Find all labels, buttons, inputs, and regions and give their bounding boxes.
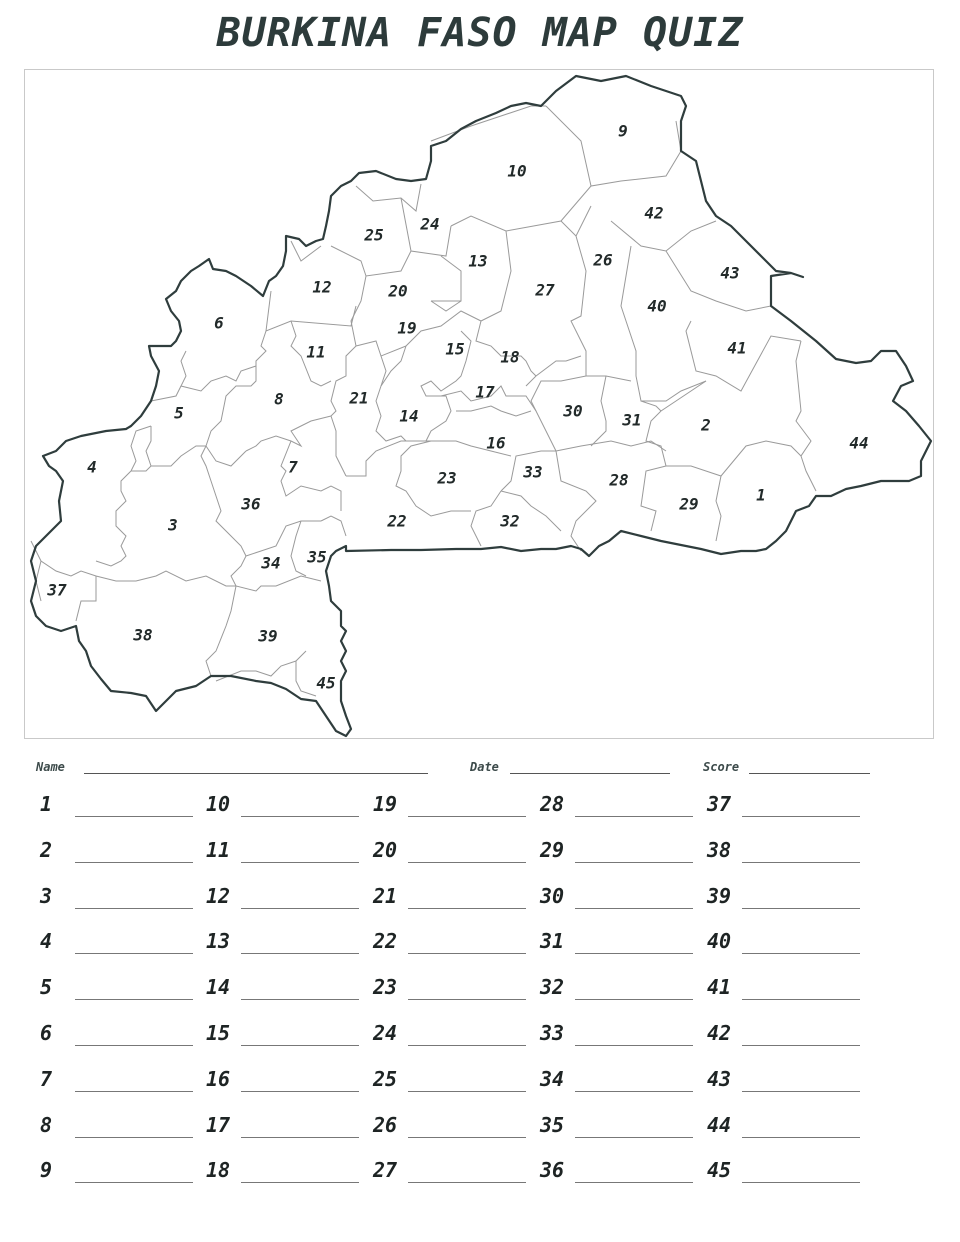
answer-field[interactable]: [75, 862, 193, 863]
country-outline: [31, 76, 931, 736]
answer-field[interactable]: [241, 1091, 359, 1092]
region-label: 34: [261, 553, 281, 573]
answer-number: 6: [40, 1021, 53, 1045]
answer-number: 5: [40, 975, 53, 1000]
answer-field[interactable]: [742, 1045, 860, 1046]
answer-number: 27: [373, 1158, 398, 1183]
answer-field[interactable]: [408, 1137, 526, 1138]
answer-field[interactable]: [742, 1137, 860, 1138]
answer-field[interactable]: [408, 862, 526, 863]
region-label: 44: [849, 433, 869, 453]
region-label: 7: [288, 457, 298, 477]
region-label: 45: [316, 673, 336, 693]
answer-field[interactable]: [75, 1137, 193, 1138]
answer-number: 42: [707, 1021, 732, 1045]
answer-number: 11: [206, 837, 231, 862]
region-label: 3: [168, 515, 178, 535]
answer-field[interactable]: [742, 862, 860, 863]
region-label: 27: [535, 280, 555, 300]
answer-field[interactable]: [575, 862, 693, 863]
answer-number: 35: [540, 1112, 565, 1137]
answer-sheet: [0, 786, 960, 1206]
score-field[interactable]: [749, 773, 870, 774]
answer-number: 19: [373, 792, 398, 816]
name-field[interactable]: [84, 773, 428, 774]
answer-field[interactable]: [408, 1182, 526, 1183]
answer-field[interactable]: [575, 1045, 693, 1046]
region-label: 4: [87, 457, 97, 477]
answer-field[interactable]: [241, 1045, 359, 1046]
region-label: 13: [468, 251, 488, 271]
answer-number: 38: [707, 837, 732, 862]
answer-number: 37: [707, 792, 732, 816]
region-label: 8: [274, 389, 284, 409]
answer-number: 8: [40, 1112, 53, 1137]
answer-number: 43: [707, 1066, 732, 1091]
answer-field[interactable]: [241, 1137, 359, 1138]
burkina-faso-map: [25, 70, 933, 738]
answer-field[interactable]: [408, 999, 526, 1000]
date-field[interactable]: [510, 773, 670, 774]
region-label: 9: [618, 121, 628, 141]
answer-field[interactable]: [75, 816, 193, 817]
answer-number: 28: [540, 792, 565, 816]
region-label: 1: [756, 485, 766, 505]
region-label: 6: [214, 313, 224, 333]
answer-field[interactable]: [75, 999, 193, 1000]
answer-number: 13: [206, 929, 231, 954]
region-label: 23: [437, 468, 457, 488]
answer-number: 12: [206, 883, 231, 908]
region-label: 36: [241, 494, 261, 514]
page-title: BURKINA FASO MAP QUIZ: [216, 10, 744, 56]
answer-field[interactable]: [742, 908, 860, 909]
region-label: 42: [644, 203, 664, 223]
answer-number: 9: [40, 1158, 53, 1183]
answer-number: 7: [40, 1066, 53, 1091]
answer-number: 17: [206, 1112, 231, 1137]
region-label: 18: [500, 347, 520, 367]
student-info: [0, 758, 960, 778]
region-label: 40: [647, 296, 667, 316]
answer-field[interactable]: [408, 816, 526, 817]
answer-number: 44: [707, 1112, 732, 1137]
answer-field[interactable]: [575, 816, 693, 817]
region-label: 17: [475, 382, 495, 402]
answer-number: 23: [373, 975, 398, 1000]
region-label: 20: [388, 281, 408, 301]
answer-field[interactable]: [75, 1045, 193, 1046]
answer-number: 15: [206, 1021, 231, 1045]
region-label: 12: [312, 277, 332, 297]
name-label: Name: [36, 760, 65, 774]
region-label: 19: [397, 318, 417, 338]
map-frame: [24, 69, 934, 739]
answer-field[interactable]: [241, 1182, 359, 1183]
answer-number: 34: [540, 1066, 565, 1091]
answer-number: 14: [206, 975, 231, 1000]
region-label: 37: [47, 580, 67, 600]
region-label: 29: [679, 494, 699, 514]
answer-field[interactable]: [742, 1182, 860, 1183]
region-label: 38: [133, 625, 153, 645]
region-label: 25: [364, 225, 384, 245]
region-label: 2: [701, 415, 711, 435]
region-label: 5: [174, 403, 184, 423]
answer-number: 39: [707, 883, 732, 908]
answer-field[interactable]: [408, 908, 526, 909]
answer-field[interactable]: [241, 862, 359, 863]
answer-field[interactable]: [408, 953, 526, 954]
answer-field[interactable]: [742, 999, 860, 1000]
answer-field[interactable]: [742, 816, 860, 817]
region-label: 28: [609, 470, 629, 490]
date-label: Date: [470, 760, 499, 774]
answer-number: 32: [540, 975, 565, 1000]
region-label: 16: [486, 433, 506, 453]
answer-number: 25: [373, 1066, 398, 1091]
region-label: 22: [387, 511, 407, 531]
answer-field[interactable]: [742, 953, 860, 954]
answer-number: 36: [540, 1158, 565, 1183]
answer-number: 3: [40, 883, 53, 908]
region-label: 30: [563, 401, 583, 421]
answer-number: 1: [40, 792, 53, 816]
answer-field[interactable]: [408, 1091, 526, 1092]
answer-number: 20: [373, 837, 398, 862]
answer-number: 24: [373, 1021, 398, 1045]
answer-field[interactable]: [241, 953, 359, 954]
answer-field[interactable]: [241, 816, 359, 817]
answer-number: 22: [373, 929, 398, 954]
answer-field[interactable]: [575, 1091, 693, 1092]
answer-field[interactable]: [241, 908, 359, 909]
inner-borders: [31, 106, 816, 696]
answer-field[interactable]: [75, 953, 193, 954]
answer-number: 2: [40, 837, 53, 862]
answer-field[interactable]: [75, 1091, 193, 1092]
region-labels: [46, 122, 868, 693]
answer-field[interactable]: [742, 1091, 860, 1092]
region-label: 14: [399, 406, 419, 426]
answer-field[interactable]: [575, 1182, 693, 1183]
score-label: Score: [703, 760, 740, 774]
answer-number: 10: [206, 792, 231, 816]
answer-number: 16: [206, 1066, 231, 1091]
region-label: 24: [420, 214, 440, 234]
region-label: 11: [306, 342, 326, 362]
answer-field[interactable]: [75, 1182, 193, 1183]
answer-number: 45: [707, 1158, 732, 1183]
region-label: 39: [258, 626, 278, 646]
region-label: 10: [507, 161, 527, 181]
answer-number: 18: [206, 1158, 231, 1183]
answer-number: 40: [707, 929, 732, 954]
region-label: 21: [349, 388, 369, 408]
answer-number: 33: [540, 1021, 565, 1045]
region-label: 35: [307, 547, 327, 567]
answer-number: 31: [540, 929, 565, 954]
answer-field[interactable]: [575, 953, 693, 954]
region-label: 32: [500, 511, 520, 531]
answer-field[interactable]: [75, 908, 193, 909]
region-label: 41: [727, 338, 747, 358]
region-label: 43: [720, 263, 740, 283]
answer-number: 30: [540, 883, 565, 908]
answer-field[interactable]: [575, 908, 693, 909]
answer-number: 4: [40, 929, 53, 954]
answer-number: 26: [373, 1112, 398, 1137]
answer-field[interactable]: [241, 999, 359, 1000]
region-label: 33: [523, 462, 543, 482]
region-label: 15: [445, 339, 465, 359]
answer-number: 29: [540, 837, 565, 862]
answer-field[interactable]: [575, 1137, 693, 1138]
answer-number: 21: [373, 883, 398, 908]
region-label: 26: [593, 250, 613, 270]
region-label: 31: [622, 410, 642, 430]
answer-field[interactable]: [575, 999, 693, 1000]
answer-field[interactable]: [408, 1045, 526, 1046]
answer-number: 41: [707, 975, 732, 1000]
